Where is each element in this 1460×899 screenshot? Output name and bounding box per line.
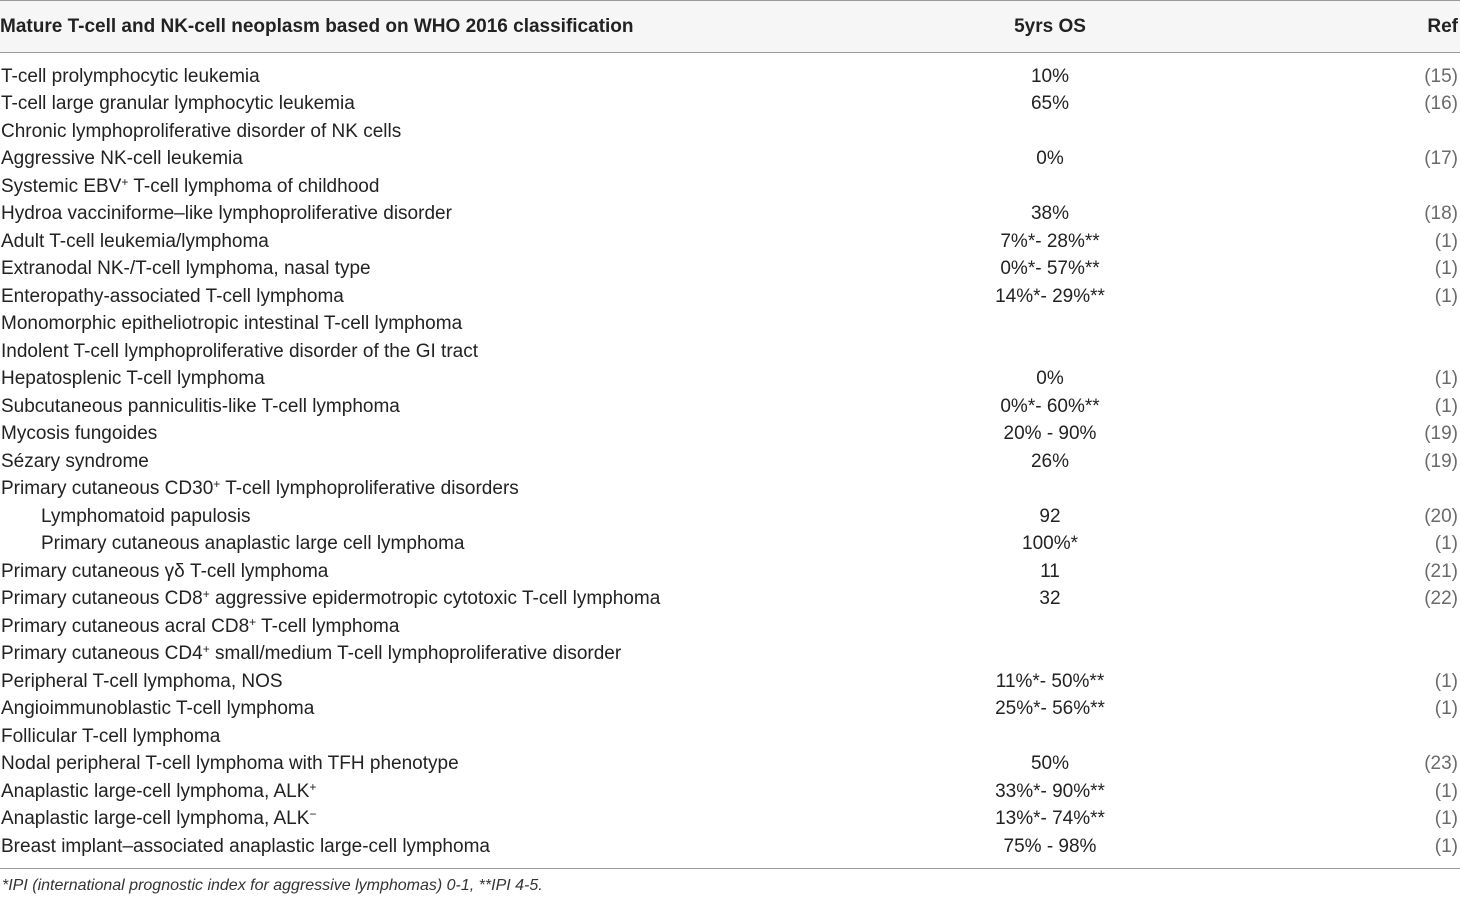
neoplasm-text-suffix: T-cell lymphoma (256, 615, 400, 637)
table-row (0, 696, 1460, 724)
cell-neoplasm (0, 613, 820, 641)
cell-5yr-os: 20% - 90% (1003, 423, 1097, 445)
cell-neoplasm: Primary cutaneous γδ T-cell lymphoma (1, 560, 329, 582)
cell-neoplasm (0, 641, 820, 669)
table-row (0, 283, 1460, 311)
cell-5yr-os: 11%*- 50%** (995, 670, 1105, 692)
cell-ref: (1) (1434, 285, 1458, 307)
cell-neoplasm: Indolent T-cell lymphoproliferative disorder of the GI tract (1, 340, 478, 362)
cell-neoplasm: Sézary syndrome (1, 450, 149, 472)
cell-5yr-os (820, 613, 1280, 641)
table-row (0, 558, 1460, 586)
cell-ref (1280, 723, 1460, 751)
cell-neoplasm: Chronic lymphoproliferative disorder of NK cells (1, 120, 402, 142)
neoplasm-text: Primary cutaneous CD30 (1, 478, 214, 500)
table-row (0, 338, 1460, 366)
cell-5yr-os: 11 (1040, 560, 1060, 582)
table-row (0, 833, 1460, 871)
table-row (0, 118, 1460, 146)
cell-neoplasm (0, 586, 820, 614)
cell-ref: (17) (1424, 148, 1458, 170)
cell-neoplasm: Primary cutaneous anaplastic large cell lymphoma (41, 533, 465, 555)
neoplasm-text: Primary cutaneous acral CD8 (1, 615, 250, 637)
cell-neoplasm: Follicular T-cell lymphoma (1, 725, 221, 747)
cell-5yr-os: 100%* (1022, 533, 1078, 555)
cell-ref (1280, 173, 1460, 201)
table-row (0, 53, 1460, 91)
cell-ref: (16) (1424, 93, 1458, 115)
cell-ref (1280, 311, 1460, 339)
cell-ref (1280, 613, 1460, 641)
cell-neoplasm: Monomorphic epitheliotropic intestinal T-cell lymphoma (1, 313, 463, 335)
neoplasm-text: Anaplastic large-cell lymphoma, ALK (1, 780, 310, 802)
cell-neoplasm: Subcutaneous panniculitis-like T-cell lymphoma (1, 395, 400, 417)
cell-neoplasm: Aggressive NK-cell leukemia (1, 148, 243, 170)
cell-ref: (19) (1424, 423, 1458, 445)
neoplasm-text-suffix: aggressive epidermotropic cytotoxic T-cell lymphoma (209, 588, 661, 610)
cell-5yr-os (820, 118, 1280, 146)
table-bottom-rule (0, 868, 1460, 869)
cell-neoplasm (0, 173, 820, 201)
cell-ref: (1) (1434, 780, 1458, 802)
table-row (0, 778, 1460, 806)
table-row (0, 393, 1460, 421)
table-row (0, 641, 1460, 669)
header-neoplasm: Mature T-cell and NK-cell neoplasm based on WHO 2016 classification (0, 1, 820, 53)
neoplasm-text-suffix: T-cell lymphoproliferative disorders (220, 478, 519, 500)
cell-neoplasm: Nodal peripheral T-cell lymphoma with TFH phenotype (1, 753, 459, 775)
cell-ref: (1) (1434, 698, 1458, 720)
table-row (0, 173, 1460, 201)
table-row (0, 476, 1460, 504)
cell-neoplasm: Hepatosplenic T-cell lymphoma (1, 368, 265, 390)
neoplasm-superscript: + (309, 779, 317, 794)
cell-ref: (1) (1434, 258, 1458, 280)
cell-neoplasm: Hydroa vacciniforme–like lymphoproliferative disorder (1, 203, 452, 225)
cell-5yr-os: 7%*- 28%** (1000, 230, 1100, 252)
cell-5yr-os: 10% (1030, 65, 1070, 87)
neoplasm-superscript: − (309, 807, 317, 822)
cell-5yr-os: 0% (1036, 148, 1064, 170)
table-row (0, 91, 1460, 119)
cell-5yr-os: 25%*- 56%** (995, 698, 1105, 720)
table-row (0, 613, 1460, 641)
table-row (0, 311, 1460, 339)
neoplasm-superscript: + (202, 587, 210, 602)
neoplasm-text-suffix: T-cell lymphoma of childhood (128, 175, 380, 197)
cell-ref: (1) (1434, 395, 1458, 417)
neoplasm-text: Primary cutaneous CD4 (1, 643, 203, 665)
cell-5yr-os: 50% (1030, 753, 1070, 775)
cell-ref: (1) (1434, 835, 1458, 857)
cell-ref (1280, 641, 1460, 669)
cell-neoplasm: T-cell prolymphocytic leukemia (1, 65, 260, 87)
cell-ref (1280, 476, 1460, 504)
cell-5yr-os (820, 641, 1280, 669)
header-ref: Ref (1280, 1, 1460, 53)
neoplasm-superscript: + (213, 477, 221, 492)
cell-5yr-os: 75% - 98% (1003, 835, 1097, 857)
table-row (0, 448, 1460, 476)
cell-ref: (1) (1434, 808, 1458, 830)
cell-ref: (21) (1424, 560, 1458, 582)
cell-5yr-os: 0%*- 60%** (1000, 395, 1100, 417)
cell-5yr-os: 33%*- 90%** (995, 780, 1105, 802)
cell-5yr-os: 0% (1036, 368, 1064, 390)
table-row (0, 228, 1460, 256)
cell-5yr-os (820, 338, 1280, 366)
cell-ref: (19) (1424, 450, 1458, 472)
table-row (0, 503, 1460, 531)
cell-5yr-os: 65% (1030, 93, 1070, 115)
cell-neoplasm (0, 778, 820, 806)
table-row (0, 256, 1460, 284)
cell-neoplasm: Angioimmunoblastic T-cell lymphoma (1, 698, 315, 720)
cell-5yr-os (820, 476, 1280, 504)
cell-5yr-os: 26% (1030, 450, 1070, 472)
table-row (0, 201, 1460, 229)
table-row (0, 146, 1460, 174)
neoplasm-superscript: + (202, 642, 210, 657)
neoplasm-text: Anaplastic large-cell lymphoma, ALK (1, 808, 310, 830)
neoplasm-text: Systemic EBV (1, 175, 122, 197)
neoplasm-text-suffix: small/medium T-cell lymphoproliferative disorder (209, 643, 622, 665)
table-row (0, 421, 1460, 449)
table-row (0, 366, 1460, 394)
cell-5yr-os (820, 173, 1280, 201)
cell-ref: (1) (1434, 230, 1458, 252)
cell-ref: (23) (1424, 753, 1458, 775)
cell-ref: (1) (1434, 533, 1458, 555)
cell-ref (1280, 338, 1460, 366)
table-row (0, 751, 1460, 779)
cell-5yr-os: 38% (1030, 203, 1070, 225)
cell-neoplasm: Adult T-cell leukemia/lymphoma (1, 230, 269, 252)
cell-ref: (1) (1434, 368, 1458, 390)
table-footnote: *IPI (international prognostic index for aggressive lymphomas) 0-1, **IPI 4-5. (2, 877, 543, 894)
cell-neoplasm (0, 806, 820, 834)
header-5yr-os: 5yrs OS (820, 1, 1280, 53)
cell-neoplasm: Enteropathy-associated T-cell lymphoma (1, 285, 344, 307)
cell-5yr-os: 13%*- 74%** (995, 808, 1105, 830)
cell-neoplasm: T-cell large granular lymphocytic leukemia (1, 93, 355, 115)
neoplasm-superscript: + (249, 614, 257, 629)
cell-5yr-os: 14%*- 29%** (995, 285, 1105, 307)
cell-neoplasm: Extranodal NK-/T-cell lymphoma, nasal type (1, 258, 371, 280)
table-row (0, 668, 1460, 696)
cell-neoplasm: Mycosis fungoides (1, 423, 158, 445)
cell-ref: (18) (1424, 203, 1458, 225)
cell-5yr-os: 0%*- 57%** (1000, 258, 1100, 280)
table-body (0, 53, 1460, 871)
table-row (0, 586, 1460, 614)
table-header-row (0, 1, 1460, 53)
cell-5yr-os (820, 311, 1280, 339)
cell-ref: (15) (1424, 65, 1458, 87)
cell-neoplasm: Lymphomatoid papulosis (41, 505, 251, 527)
cell-5yr-os: 92 (1039, 505, 1061, 527)
table-row (0, 531, 1460, 559)
table-row (0, 723, 1460, 751)
neoplasm-superscript: + (121, 174, 129, 189)
cell-ref: (20) (1424, 505, 1458, 527)
cell-5yr-os (820, 723, 1280, 751)
cell-ref: (1) (1434, 670, 1458, 692)
cell-5yr-os: 32 (1039, 588, 1061, 610)
table-row (0, 806, 1460, 834)
cell-neoplasm (0, 476, 820, 504)
cell-neoplasm: Peripheral T-cell lymphoma, NOS (1, 670, 283, 692)
cell-ref (1280, 118, 1460, 146)
cell-neoplasm: Breast implant–associated anaplastic large-cell lymphoma (1, 835, 490, 857)
neoplasm-text: Primary cutaneous CD8 (1, 588, 203, 610)
cell-ref: (22) (1424, 588, 1458, 610)
